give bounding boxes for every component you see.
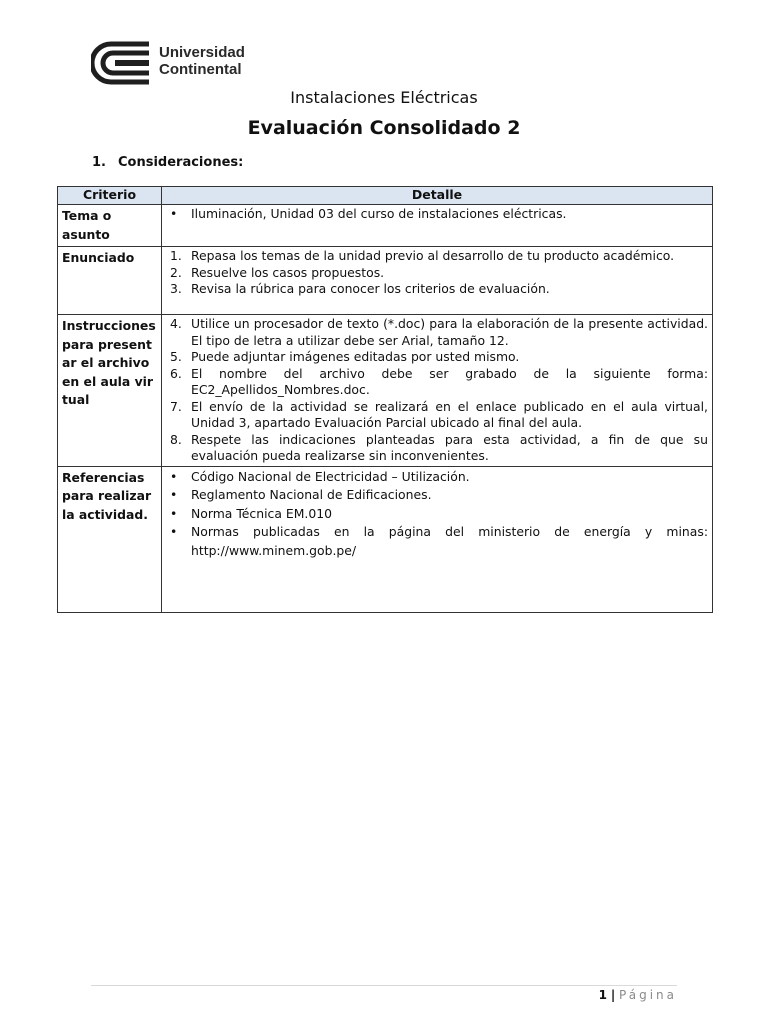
criterion-cell: Enunciado [58, 247, 162, 315]
numbered-item [166, 248, 708, 265]
numbered-item [166, 432, 708, 465]
section-heading [92, 155, 243, 170]
page-word: Página [619, 988, 677, 1002]
section-label: Consideraciones: [118, 155, 244, 170]
detail-cell [162, 315, 713, 467]
criterion-cell: Referencias para realizar la actividad. [58, 466, 162, 612]
detail-cell [162, 205, 713, 247]
footer-separator: | [610, 988, 616, 1002]
item-number: 7. [170, 398, 182, 414]
item-number: 6. [170, 365, 182, 381]
item-number: 3. [170, 281, 182, 296]
item-number: 8. [170, 431, 182, 447]
item-text: El nombre del archivo debe ser grabado de la siguiente forma: EC2_Apellidos_Nombres.doc. [191, 365, 708, 397]
item-text: Respete las indicaciones planteadas para esta actividad, a fin de que su evaluación pueda realizarse sin inconvenientes. [191, 431, 708, 463]
numbered-item [166, 349, 708, 366]
logo-line-2: Continental [159, 61, 242, 78]
logo-line-1: Universidad [159, 44, 245, 61]
item-text: Reglamento Nacional de Edificaciones. [191, 487, 432, 502]
table-row [58, 205, 713, 247]
section-number: 1. [92, 155, 106, 170]
bullet-item [166, 468, 708, 487]
item-number: 4. [170, 316, 182, 331]
criterion-cell: Tema o asunto [58, 205, 162, 247]
detail-cell [162, 247, 713, 315]
item-number: 2. [170, 264, 182, 280]
bullet-icon: • [170, 468, 178, 484]
document-title: Evaluación Consolidado 2 [247, 117, 521, 139]
numbered-item [166, 265, 708, 282]
logo-mark-icon [91, 41, 153, 85]
university-logo [91, 41, 261, 85]
item-text: Utilice un procesador de texto (*.doc) para la elaboración de la presente actividad. El tipo de letra a utilizar debe ser Arial, tamaño 12. [191, 316, 708, 348]
bullet-item [166, 206, 708, 223]
table-header-row [58, 187, 713, 205]
item-text: El envío de la actividad se realizará en el enlace publicado en el aula virtual, Unidad 3, apartado Evaluación Parcial ubicado al final del aula. [191, 398, 708, 430]
bullet-item [166, 505, 708, 524]
numbered-item [166, 316, 708, 349]
table-row [58, 247, 713, 315]
header-detalle: Detalle [162, 187, 713, 205]
item-text: Repasa los temas de la unidad previo al desarrollo de tu producto académico. [191, 248, 675, 263]
logo-wordmark [159, 44, 245, 78]
detail-cell [162, 466, 713, 612]
item-text: Normas publicadas en la página del ministerio de energía y minas: http://www.minem.gob.pe/ [191, 524, 708, 558]
item-text: Revisa la rúbrica para conocer los criterios de evaluación. [191, 281, 550, 296]
item-text: Puede adjuntar imágenes editadas por usted mismo. [191, 349, 520, 364]
page-footer [599, 988, 677, 1002]
header-criterio: Criterio [58, 187, 162, 205]
table-row [58, 315, 713, 467]
table-row [58, 466, 713, 612]
criteria-table [57, 186, 713, 613]
item-text: Resuelve los casos propuestos. [191, 264, 385, 280]
criterion-cell: Instrucciones para presentar el archivo en el aula virtual [58, 315, 162, 467]
bullet-item [166, 523, 708, 560]
numbered-item [166, 281, 708, 298]
item-number: 1. [170, 248, 182, 263]
bullet-icon: • [170, 505, 178, 521]
bullet-icon: • [170, 487, 178, 502]
item-text: Iluminación, Unidad 03 del curso de instalaciones eléctricas. [191, 206, 567, 221]
page-number: 1 [598, 988, 607, 1002]
numbered-item [166, 399, 708, 432]
item-text: Código Nacional de Electricidad – Utilización. [191, 468, 470, 484]
bullet-icon: • [170, 524, 178, 539]
footer-divider [91, 985, 677, 986]
bullet-item [166, 486, 708, 505]
bullet-icon: • [170, 206, 178, 221]
course-subject: Instalaciones Eléctricas [290, 88, 478, 107]
numbered-item [166, 366, 708, 399]
item-number: 5. [170, 349, 182, 364]
item-text: Norma Técnica EM.010 [191, 505, 332, 521]
